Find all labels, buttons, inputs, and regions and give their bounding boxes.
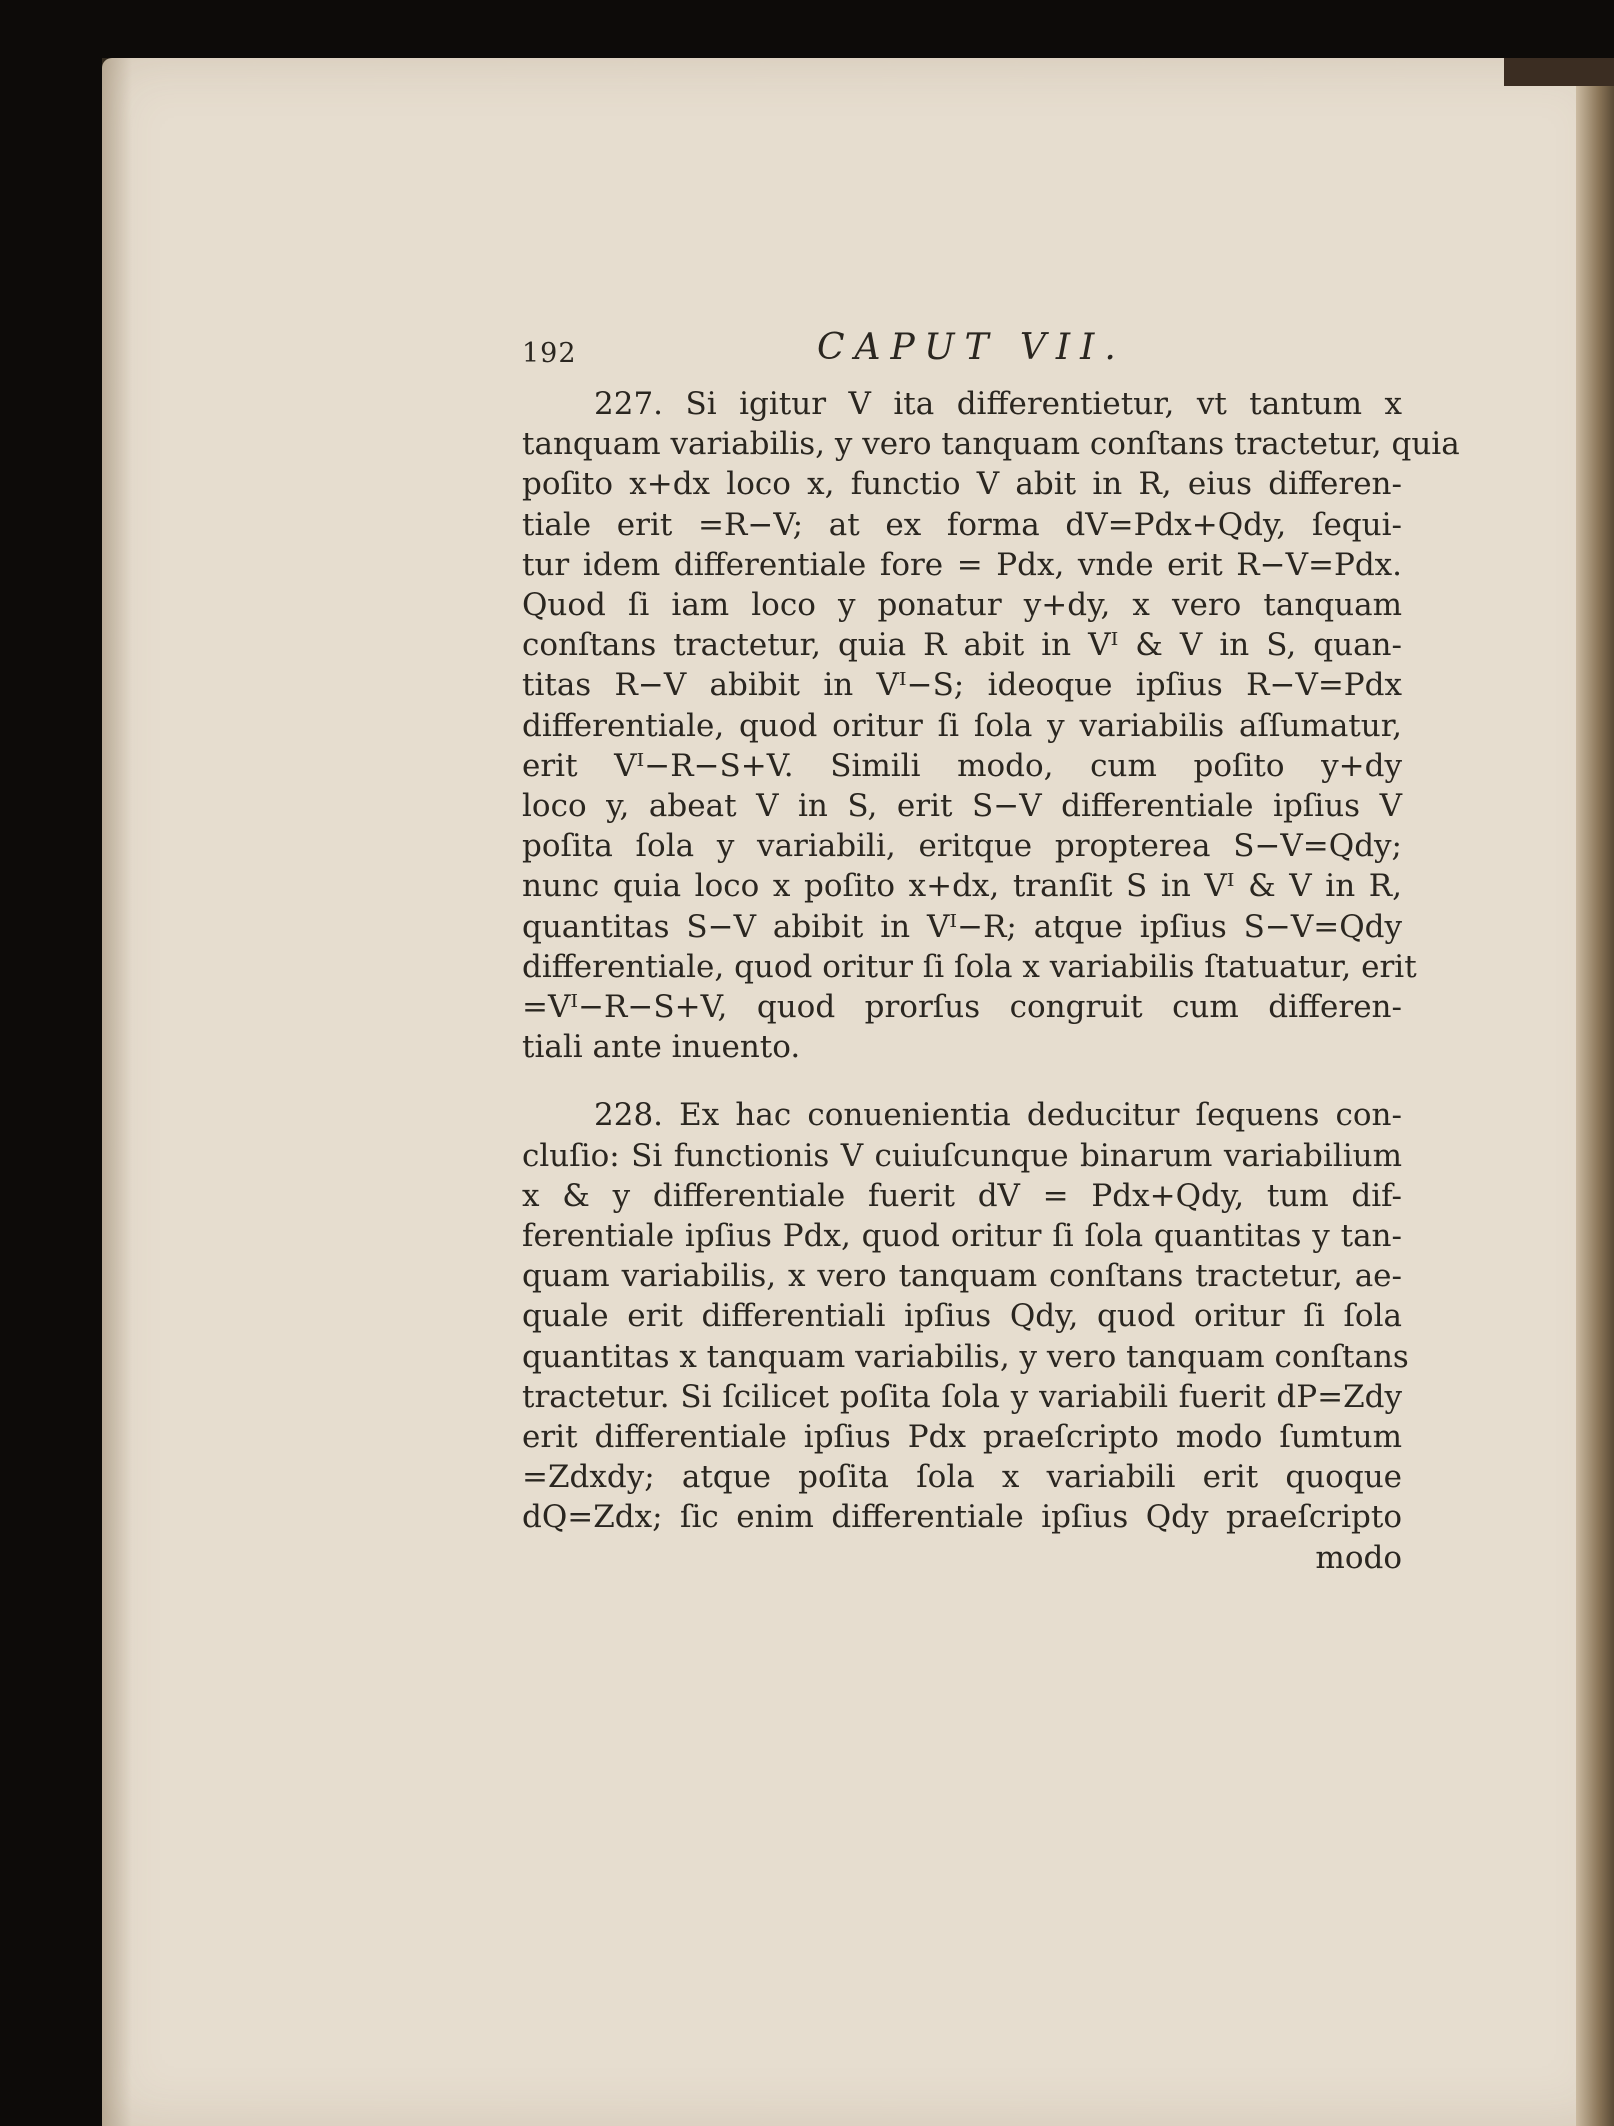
text-line: x & y differentiale fuerit dV = Pdx+Qdy, tum dif-: [522, 1177, 1402, 1214]
page-gutter-shadow: [102, 58, 132, 2126]
page-number: 192: [522, 338, 577, 369]
text-line: differentiale, quod oritur ſi ſola y variabilis aſſumatur,: [522, 707, 1402, 744]
text-line: quam variabilis, x vero tanquam conſtans tractetur, ae-: [522, 1258, 1402, 1295]
text-line: ferentiale ipſius Pdx, quod oritur ſi ſola quantitas y tan-: [522, 1218, 1402, 1255]
text-line: tanquam variabilis, y vero tanquam conſtans tractetur, quia: [522, 426, 1460, 463]
text-line: =Zdxdy; atque poſita ſola x variabili erit quoque: [522, 1459, 1402, 1496]
page-fore-edge: [1576, 58, 1614, 2126]
text-line: tractetur. Si ſcilicet poſita ſola y variabili fuerit dP=Zdy: [522, 1378, 1402, 1415]
text-line: loco y, abeat V in S, erit S−V differentiale ipſius V: [522, 788, 1402, 825]
text-line: tiale erit =R−V; at ex forma dV=Pdx+Qdy, ſequi-: [522, 506, 1402, 543]
chapter-title: CAPUT VII.: [817, 327, 1126, 368]
text-line: tur idem differentiale fore = Pdx, vnde erit R−V=Pdx.: [522, 546, 1402, 583]
text-line: erit differentiale ipſius Pdx praeſcripto modo ſumtum: [522, 1419, 1402, 1456]
text-line: erit Vᴵ−R−S+V. Simili modo, cum poſito y+dy: [522, 747, 1402, 784]
text-line: quantitas S−V abibit in Vᴵ−R; atque ipſius S−V=Qdy: [522, 908, 1402, 945]
text-line: conſtans tractetur, quia R abit in Vᴵ & V in S, quan-: [522, 627, 1402, 664]
text-line: tiali ante inuento.: [522, 1029, 801, 1066]
text-block: [522, 327, 1460, 1578]
text-line: differentiale, quod oritur ſi ſola x variabilis ſtatuatur, erit: [522, 948, 1417, 985]
catchword: modo: [1315, 1539, 1402, 1576]
running-head: [522, 328, 1402, 378]
text-line: cluſio: Si functionis V cuiuſcunque binarum variabilium: [522, 1137, 1402, 1174]
paragraph-227: [522, 384, 1460, 1067]
text-line: titas R−V abibit in Vᴵ−S; ideoque ipſius R−V=Pdx: [522, 667, 1402, 704]
text-line: Quod ſi iam loco y ponatur y+dy, x vero tanquam: [522, 587, 1402, 624]
text-line: nunc quia loco x poſito x+dx, tranſit S in Vᴵ & V in R,: [522, 868, 1402, 905]
text-line: quale erit differentiali ipſius Qdy, quod oritur ſi ſola: [522, 1298, 1402, 1335]
text-line: poſita ſola y variabili, eritque propterea S−V=Qdy;: [522, 828, 1402, 865]
text-line: quantitas x tanquam variabilis, y vero tanquam conſtans: [522, 1338, 1409, 1375]
text-line: 227. Si igitur V ita differentietur, vt tantum x: [594, 386, 1402, 422]
text-line: poſito x+dx loco x, functio V abit in R, eius differen-: [522, 466, 1402, 503]
paragraph-228: [522, 1095, 1409, 1577]
text-line: 228. Ex hac conuenientia deducitur ſequens con-: [594, 1097, 1402, 1134]
cover-corner: [1504, 58, 1614, 86]
paragraph-gap: [522, 1067, 1402, 1095]
text-line: =Vᴵ−R−S+V, quod prorſus congruit cum differen-: [522, 989, 1402, 1026]
text-line: dQ=Zdx; ſic enim differentiale ipſius Qdy praeſcripto: [522, 1499, 1402, 1536]
